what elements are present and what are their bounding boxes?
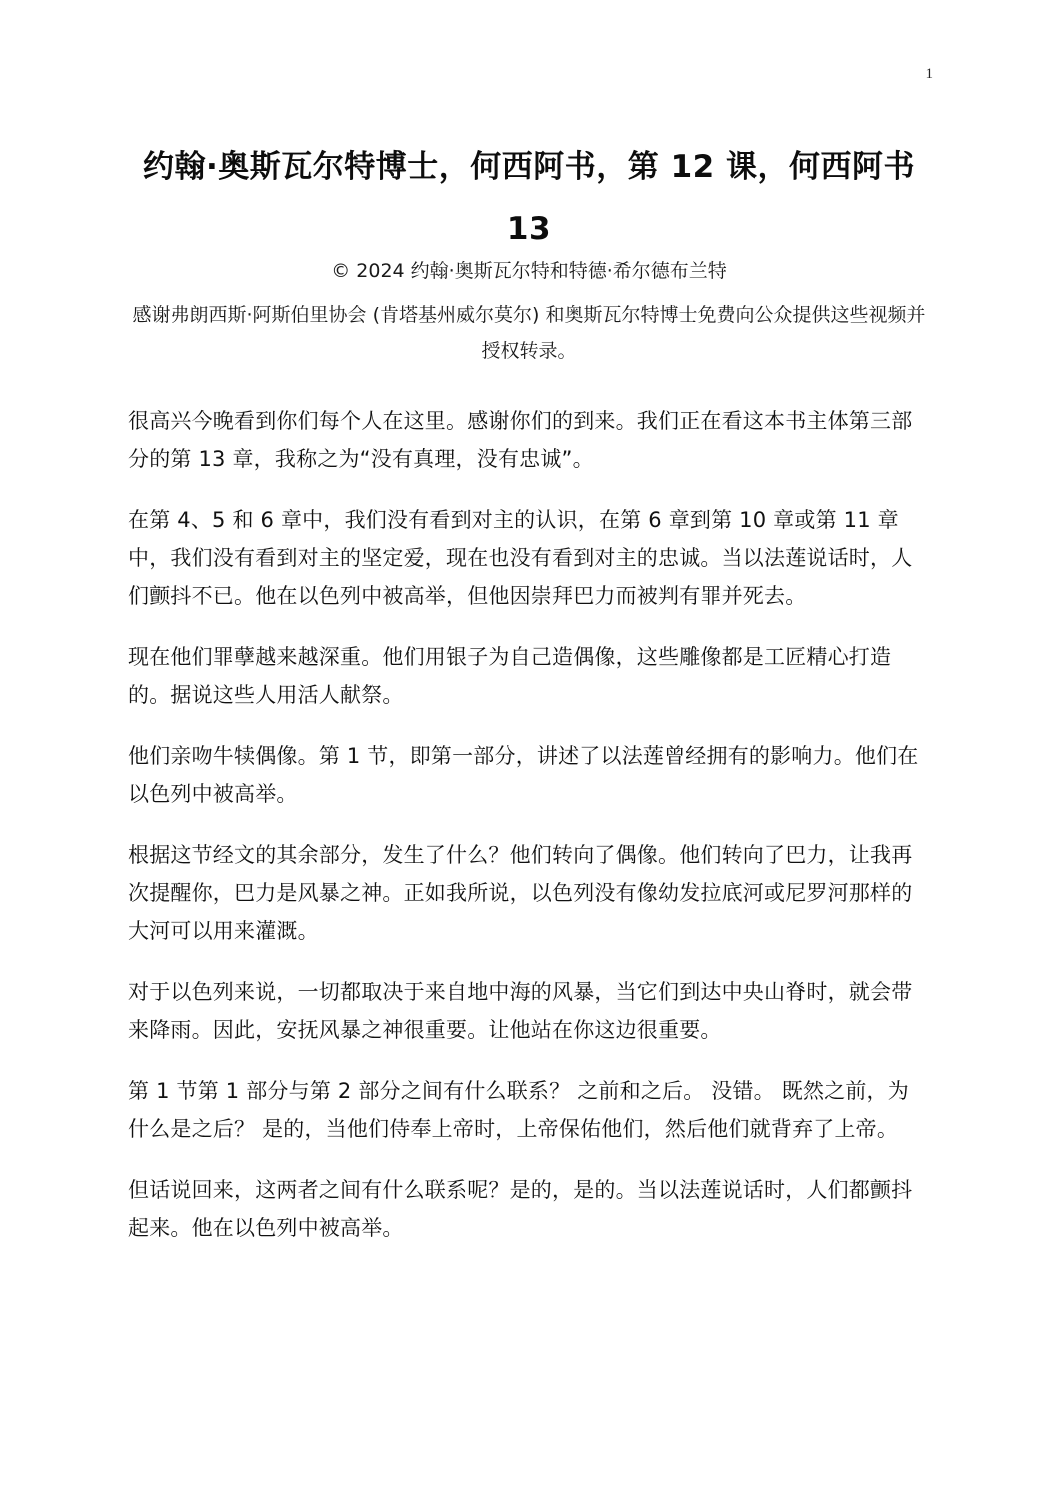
paragraph-5: 根据这节经文的其余部分，发生了什么？他们转向了偶像。他们转向了巴力，让我再次提醒你，巴力是风暴之神。正如我所说，以色列没有像幼发拉底河或尼罗河那样的大河可以用来灌溉。 — [128, 843, 913, 943]
page-number: 1 — [925, 66, 933, 82]
copyright-line: © 2024 约翰·奥斯瓦尔特和特德·希尔德布兰特 — [331, 260, 727, 282]
paragraph-6: 对于以色列来说，一切都取决于来自地中海的风暴，当它们到达中央山脊时，就会带来降雨。因此，安抚风暴之神很重要。让他站在你这边很重要。 — [128, 980, 913, 1042]
paragraph-8: 但话说回来，这两者之间有什么联系呢？是的，是的。当以法莲说话时，人们都颤抖起来。他在以色列中被高举。 — [128, 1178, 913, 1240]
paragraph-4: 他们亲吻牛犊偶像。第 1 节，即第一部分，讲述了以法莲曾经拥有的影响力。他们在以色列中被高举。 — [128, 744, 919, 806]
paragraph-7: 第 1 节第 1 部分与第 2 部分之间有什么联系？ 之前和之后。 没错。 既然之前，为什么是之后？ 是的，当他们侍奉上帝时，上帝保佑他们，然后他们就背弃了上帝。 — [128, 1079, 909, 1141]
acknowledgement-line: 感谢弗朗西斯·阿斯伯里协会 (肯塔基州威尔莫尔) 和奥斯瓦尔特博士免费向公众提供这些视频并授权转录。 — [132, 304, 926, 362]
body-text — [128, 402, 928, 1270]
paragraph-1: 很高兴今晚看到你们每个人在这里。感谢你们的到来。我们正在看这本书主体第三部分的第 13 章，我称之为“没有真理，没有忠诚”。 — [128, 409, 913, 471]
paragraph-2: 在第 4、5 和 6 章中，我们没有看到对主的认识，在第 6 章到第 10 章或第 11 章中，我们没有看到对主的坚定爱，现在也没有看到对主的忠诚。当以法莲说话时，人们颤抖不已。他在以色列中被高举，但他因崇拜巴力而被判有罪并死去。 — [128, 508, 913, 608]
paragraph-3: 现在他们罪孽越来越深重。他们用银子为自己造偶像，这些雕像都是工匠精心打造的。据说这些人用活人献祭。 — [128, 645, 892, 707]
document-title: 约翰·奥斯瓦尔特博士，何西阿书，第 12 课，何西阿书 13 — [143, 149, 915, 247]
